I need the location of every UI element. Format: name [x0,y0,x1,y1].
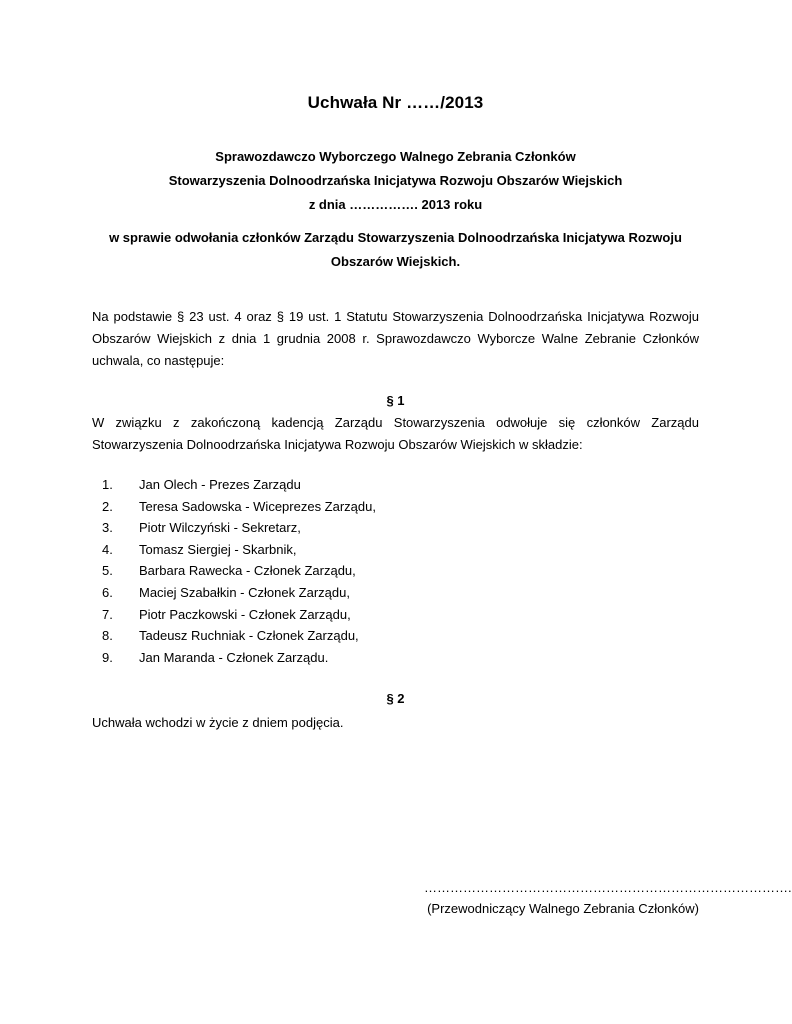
list-item [92,539,692,561]
header-line-date: z dnia ……………. 2013 roku [308,197,483,212]
list-item [92,496,692,518]
list-item-text: Barbara Rawecka - Członek Zarządu, [139,563,356,579]
list-item-text: Maciej Szabałkin - Członek Zarządu, [139,584,350,600]
list-item [92,517,692,539]
header-line-association: Stowarzyszenia Dolnoodrzańska Inicjatywa Rozwoju Obszarów Wiejskich [168,173,623,188]
section-1-heading: § 1 [386,393,405,408]
list-item-number: 6. [102,584,113,600]
list-item [92,625,692,647]
header-line-assembly: Sprawozdawczo Wyborczego Walnego Zebrania Członków [215,149,576,164]
list-item [92,647,692,669]
list-item-number: 7. [102,606,113,622]
list-item-number: 2. [102,498,113,514]
resolution-header [0,145,791,217]
list-item-text: Tadeusz Ruchniak - Członek Zarządu, [139,628,359,644]
list-item-number: 1. [102,477,113,492]
list-item [92,474,692,496]
list-item-number: 3. [102,520,113,536]
list-item-text: Jan Maranda - Członek Zarządu. [139,649,329,665]
section-2-heading: § 2 [386,691,405,706]
list-item-number: 8. [102,628,113,644]
signature-caption: (Przewodniczący Walnego Zebrania Członków) [427,901,699,916]
list-item-text: Piotr Paczkowski - Członek Zarządu, [139,606,351,622]
list-item-number: 4. [102,541,113,557]
list-item [92,560,692,582]
list-item-number: 5. [102,563,113,579]
list-item [92,582,692,604]
members-list [92,474,692,668]
list-item [92,604,692,626]
list-item-text: Piotr Wilczyński - Sekretarz, [139,520,301,536]
list-item-text: Tomasz Siergiej - Skarbnik, [139,541,297,557]
list-item-text: Jan Olech - Prezes Zarządu [139,477,301,492]
section-1-text: W związku z zakończoną kadencją Zarządu Stowarzyszenia odwołuje się członków Zarządu Stowarzyszenia Dolnoodrzańska Inicjatywa Rozwoju Obszarów Wiejskich w składzie: [92,415,699,452]
list-item-text: Teresa Sadowska - Wiceprezes Zarządu, [139,498,376,514]
signature-line: …………………………………………………………………………. [424,880,792,895]
list-item-number: 9. [102,649,113,665]
document-title: Uchwała Nr ……/2013 [307,93,484,112]
section-2-text: Uchwała wchodzi w życie z dniem podjęcia. [92,715,344,730]
resolution-subject: w sprawie odwołania członków Zarządu Stowarzyszenia Dolnoodrzańska Inicjatywa Rozwoju Obszarów Wiejskich. [109,230,682,269]
preamble-paragraph: Na podstawie § 23 ust. 4 oraz § 19 ust. 1 Statutu Stowarzyszenia Dolnoodrzańska Inicjatywa Rozwoju Obszarów Wiejskich z dnia 1 grudnia 2008 r. Sprawozdawczo Wyborcze Walne Zebranie Członków uchwala, co następuje: [92,309,699,368]
